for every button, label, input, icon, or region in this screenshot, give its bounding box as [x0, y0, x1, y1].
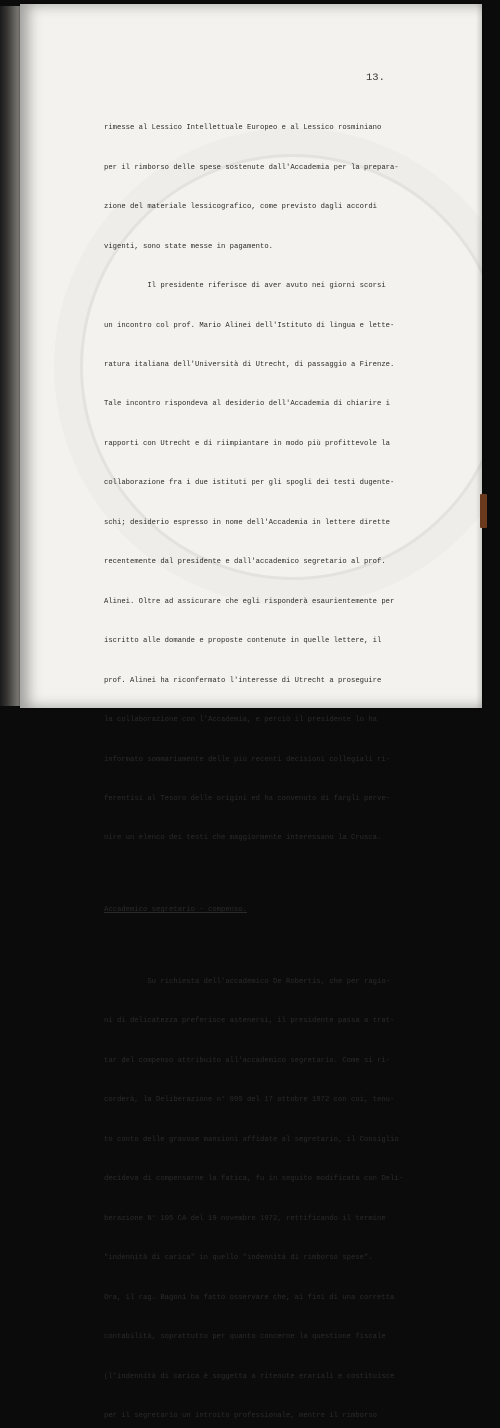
page-number: 13.	[366, 72, 385, 84]
text-line: la collaborazione con l'Accademia, e perciò il presidente lo ha	[104, 716, 377, 725]
text-line: "indennità di carica" in quello "indennità di rimborso spese".	[104, 1254, 373, 1263]
text-line: ratura italiana dell'Università di Utrecht, di passaggio a Firenze.	[104, 361, 395, 370]
text-line: rimesse al Lessico Intellettuale Europeo e al Lessico rosminiano	[104, 124, 382, 133]
body-text	[104, 96, 424, 1428]
text-line: berazione N° 105 CA del 19 novembre 1972, rettificando il termine	[104, 1214, 386, 1223]
text-line: Il presidente riferisce di aver avuto nei giorni scorsi	[104, 282, 386, 291]
text-line: prof. Alinei ha riconfermato l'interesse di Utrecht a proseguire	[104, 676, 382, 685]
text-line: Tale incontro rispondeva al desiderio dell'Accademia di chiarire i	[104, 400, 390, 409]
bookmark-tab	[480, 494, 487, 528]
text-line: ferentisi al Tesoro delle origini ed ha convenuto di fargli perve-	[104, 795, 390, 804]
text-line: (l'indennità di carica è soggetta a ritenute erariali e costituisce	[104, 1372, 395, 1381]
text-line: corderà, la Deliberazione n° 999 del 17 ottobre 1972 con cui, tenu-	[104, 1096, 395, 1105]
text-line: iscritto alle domande e proposte contenute in quelle lettere, il	[104, 637, 382, 646]
text-line: vigenti, sono state messe in pagamento.	[104, 242, 273, 251]
text-line: informato sommariamente delle più recenti decisioni collegiali ri-	[104, 755, 390, 764]
text-line: contabilità, soprattutto per quanto concerne la questione fiscale	[104, 1333, 386, 1342]
text-line: nire un elenco dei testi che maggiormente interessano la Crusca.	[104, 834, 382, 843]
text-line: ni di delicatezza preferisce astenersi, il presidente passa a trat-	[104, 1017, 395, 1026]
text-line: recentemente dal presidente e dall'accademico segretario al prof.	[104, 558, 386, 567]
text-line: collaborazione fra i due istituti per gli spogli dei testi dugente-	[104, 479, 395, 488]
text-line: un incontro col prof. Mario Alinei dell'Istituto di lingua e lette-	[104, 321, 395, 330]
text-line: per il rimborso delle spese sostenute dall'Accademia per la prepara-	[104, 163, 399, 172]
section-heading: Accademico segretario - compenso.	[104, 906, 247, 915]
text-line: per il segretario un introito professionale, mentre il rimborso	[104, 1411, 377, 1420]
text-line: Su richiesta dell'accademico De Robertis, che per ragio-	[104, 978, 390, 986]
text-line: Alinei. Oltre ad assicurare che egli risponderà esaurientemente per	[104, 597, 395, 606]
text-line: tar del compenso attribuito all'accademico segretario. Come si ri-	[104, 1056, 390, 1065]
text-line: Ora, il rag. Bagoni ha fatto osservare che, ai fini di una corretta	[104, 1293, 395, 1302]
book-spine-edge	[0, 6, 22, 706]
text-line: zione del materiale lessicografico, come previsto dagli accordi	[104, 203, 377, 212]
text-line: to conto delle gravose mansioni affidate al segretario, il Consiglio	[104, 1135, 399, 1144]
text-line: rapporti con Utrecht e di riimpiantare in modo più profittevole la	[104, 439, 390, 448]
text-line: decideva di compensarne la fatica, fu in seguito modificata con Deli-	[104, 1175, 403, 1184]
text-line: schi; desiderio espresso in nome dell'Accademia in lettere dirette	[104, 518, 390, 527]
